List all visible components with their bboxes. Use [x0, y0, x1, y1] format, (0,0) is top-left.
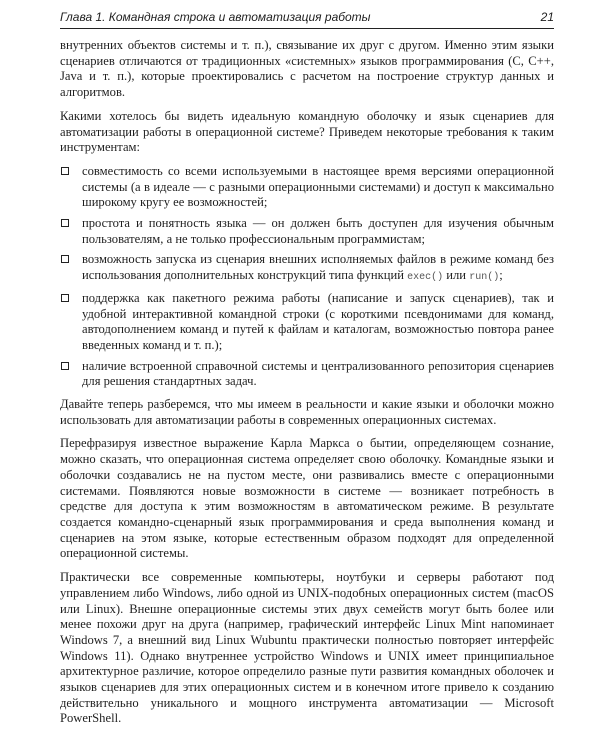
list-item-text: совместимость со всеми используемыми в настоящее время версиями операционной системы (а в идеале — с разными операционными системами) и доступ к максимально широкому кругу ее возможностей;	[82, 163, 554, 210]
chapter-title: Глава 1. Командная строка и автоматизация работы	[60, 10, 371, 24]
list-item	[60, 252, 554, 285]
checkbox-bullet-icon	[61, 362, 69, 370]
checkbox-bullet-icon	[61, 219, 69, 227]
checkbox-bullet-icon	[61, 167, 69, 175]
list-item	[60, 359, 554, 390]
list-item-text: простота и понятность языка — он должен быть доступен для изучения обычным пользователям, а не только профессиональным программистам;	[82, 216, 554, 246]
code-run: run()	[469, 272, 500, 284]
paragraph-reality: Давайте теперь разберемся, что мы имеем в реальности и какие языки и оболочки можно использовать для автоматизации работы в современных операционных системах.	[60, 397, 554, 427]
code-exec: exec()	[407, 272, 444, 284]
paragraph-marx: Перефразируя известное выражение Карла Маркса о бытии, определяющем сознание, можно сказать, что операционная система определяет свою оболочку. Командные языки и оболочки создавались не на пустом месте, они развивались вместе с операционными системами. Появляются новые возможности в системе — возникает потребность в средстве для доступа к этим возможностям в автоматическом режиме. В результате создается командно-сценарный язык программирования и среда выполнения команд и сценариев на этом языке, которые естественным образом подходят для определенной операционной системы.	[60, 436, 554, 561]
page-body	[60, 38, 554, 735]
list-item-text: возможность запуска из сценария внешних исполняемых файлов в режиме команд без использования дополнительных конструкций типа функций	[82, 252, 554, 283]
list-item-text: наличие встроенной справочной системы и централизованного репозитория сценариев для решения стандартных задач.	[82, 358, 554, 389]
paragraph-requirements-intro: Какими хотелось бы видеть идеальную командную оболочку и язык сценариев для автоматизации работы в операционной системе? Приведем некоторые требования к таким инструментам:	[60, 108, 554, 155]
running-header	[60, 8, 554, 29]
requirements-list	[60, 164, 554, 390]
list-item	[60, 216, 554, 247]
list-item-text-or: или	[446, 268, 467, 283]
checkbox-bullet-icon	[61, 294, 69, 302]
list-item-text: поддержка как пакетного режима работы (написание и запуск сценариев), так и удобной интерактивной командной строки (с короткими псевдонимами для команд, автодополнением команд и путей к файлам и каталогам, возможностью повтора ранее введенных команд и т. п.);	[82, 290, 554, 352]
list-item	[60, 291, 554, 354]
paragraph-continuation: внутренних объектов системы и т. п.), связывание их друг с другом. Именно этим языки сценариев отличаются от традиционных «системных» языков программирования (C, C++, Java и т. п.), которые проектировались с расчетом на построение структур данных и алгоритмов.	[60, 38, 554, 100]
paragraph-os-families: Практически все современные компьютеры, ноутбуки и серверы работают под управлением либо Windows, либо одной из UNIX-подобных операционных систем (macOS или Linux). Внешне операционные системы этих двух семейств могут быть более или менее похожи друг на друга (например, графический интерфейс Linux Mint напоминает Windows 7, а внешний вид Linux Wubuntu практически полностью повторяет интерфейс Windows 11). Однако внутреннее устройство Windows и UNIX имеет принципиальное архитектурное различие, которое определило разные пути развития командных оболочек и языков сценариев для этих операционных систем и в конечном итоге привело к созданию действительно уникального и мощного инструмента автоматизации — Microsoft PowerShell.	[60, 570, 554, 726]
page-number: 21	[540, 10, 554, 24]
list-item	[60, 164, 554, 211]
checkbox-bullet-icon	[61, 255, 69, 263]
list-item-text-end: ;	[499, 268, 503, 283]
